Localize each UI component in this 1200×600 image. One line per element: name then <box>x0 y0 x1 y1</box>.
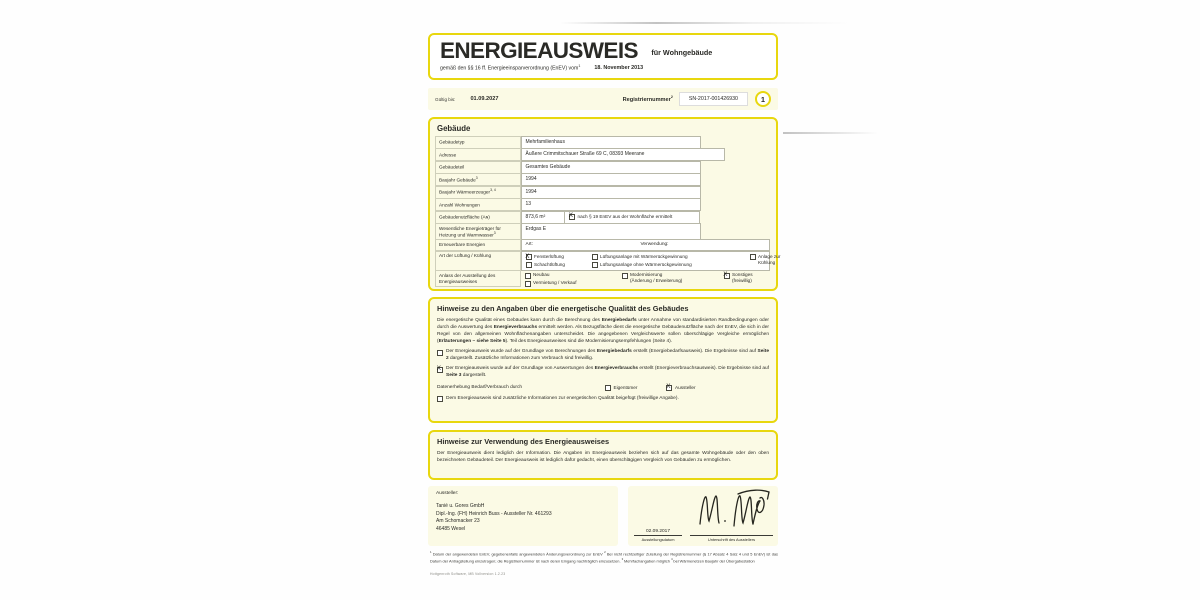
option-vermietung-verkauf: Vermietung / Verkauf <box>525 280 577 287</box>
row-value: Mehrfamilienhaus <box>521 136 701 149</box>
checkbox-icon <box>622 273 628 279</box>
row-value: 873,6 m² <box>521 211 565 224</box>
row-label: Baujahr Gebäude$^3$ <box>435 173 521 186</box>
signature-caption: Unterschrift des Ausstellers <box>707 537 756 542</box>
row-value: 1994 <box>521 173 701 186</box>
table-row-energy-source <box>435 223 771 240</box>
row-label: Adresse <box>435 148 521 161</box>
row-label: Baujahr Wärmeerzeuger$^{3, 4}$ <box>435 186 521 199</box>
data-collection-row <box>437 385 769 392</box>
option-eigentuemer: Eigentümer <box>605 385 637 392</box>
usage-notes-title: Hinweise zur Verwendung des Energieausweises <box>437 437 610 446</box>
row-value: 13 <box>521 198 701 211</box>
option-anlage-kuehlung: Anlage zur Kühlung <box>750 254 781 266</box>
registry-number-value: SN-2017-001426930 <box>679 92 748 106</box>
table-row-renewables <box>435 239 771 251</box>
valid-until-date: 01.09.2027 <box>470 96 499 102</box>
option-aussteller: X Aussteller <box>666 383 696 391</box>
row-label: Gebäudetyp <box>435 136 521 149</box>
ventilation-cell <box>521 251 781 271</box>
footnotes: $^1$ Datum der angewendeten EnEV, gegebenenfalls angewendeten Änderungsverordnung zur EnEV $^2$ Bei nicht rechtzeitiger Zuteilung der Registriernummer (§ 17 Absatz 4 Satz 4 und 5 EnEV) ist das Datum der Antragstellung einzutragen; die Registriernummer ist nach deren Eingang nachträglich einzusetzen. $^3$ Mehrfachangaben möglich $^4$ bei Wärmenetzen Baujahr der Übergabestation <box>430 550 778 564</box>
scan-artifact <box>560 22 850 24</box>
issuer-city: 46485 Wesel <box>436 525 466 532</box>
issuer-person: Dipl.-Ing. (FH) Heinrich Buss - Aussteller Nr. 461293 <box>436 510 552 517</box>
table-row-occasion <box>435 270 771 287</box>
issuer-address <box>436 503 610 533</box>
row-value: Erdgas E <box>521 223 701 240</box>
checkbox-icon: X <box>437 367 443 373</box>
table-row-heater-year <box>435 186 771 199</box>
usage-notes-section <box>428 430 778 480</box>
row-value: Äußere Crimmitschauer Straße 69 C, 08393 Meerane <box>521 148 725 161</box>
row-label: Gebäudeteil <box>435 161 521 174</box>
table-row-usable-area <box>435 211 771 224</box>
table-row-building-type <box>435 136 771 149</box>
option-sonstiges: X Sonstiges (freiwillig) <box>723 271 753 284</box>
option-fensterlueftung: X Fensterlüftung <box>525 252 564 260</box>
option-lueftung-mit-wrg: Lüftungsanlage mit Wärmerückgewinnung <box>592 254 692 261</box>
software-credit: Hottgenroth Software, MB Vollversion 1.2.23 <box>430 572 506 576</box>
occasion-cell <box>521 270 770 287</box>
row-label: Wesentliche Energieträger für Heizung und Warmwasser$^3$ <box>435 223 521 240</box>
issuer-street: Am Schomacker 23 <box>436 518 480 524</box>
checkbox-icon <box>592 254 598 260</box>
registry-number-label: Registriernummer$^2$ <box>622 95 673 103</box>
row-label: Anzahl Wohnungen <box>435 198 521 211</box>
checkbox-icon <box>750 254 756 260</box>
renewables-use-label: Verwendung: <box>640 242 669 248</box>
row-label: Gebäudenutzfläche (Aɴ) <box>435 211 521 224</box>
signature-area <box>690 535 773 543</box>
option-modernisierung: Modernisierung (Änderung / Erweiterung) <box>622 272 683 284</box>
law-date: 18. November 2013 <box>594 65 644 72</box>
checkbox-icon: X <box>526 254 532 260</box>
checkbox-icon <box>605 385 611 391</box>
issue-date-area <box>634 529 682 543</box>
checkbox-icon <box>525 281 531 287</box>
table-row-ventilation <box>435 251 781 271</box>
scan-artifact <box>783 132 878 134</box>
checkbox-icon <box>437 396 443 402</box>
valid-until-label: Gültig bis: <box>435 96 456 102</box>
checkbox-icon: X <box>724 273 730 279</box>
data-collection-label: Datenerhebung Bedarf/Verbrauch durch <box>437 385 523 391</box>
table-row-construction-year <box>435 173 771 186</box>
building-section <box>428 117 781 291</box>
signature-line <box>690 535 773 536</box>
quality-notes-intro: Die energetische Qualität eines Gebäudes kann durch die Berechnung des Energiebedarfs unter Annahme von standardisierten Randbedingungen oder durch die Auswertung des Energieverbrauchs ermittelt werden. Als Bezugsfläche dient die energetische Gebäudenutzfläche nach der EnEV, die sich in der Regel von den allgemeinen Wohnflächenangaben unterscheidet. Die angegebenen Vergleichswerte sollen überschlägige Vergleiche ermöglichen (Erläuterungen – siehe Seite 5). Teil des Energieausweises sind die Modernisierungsempfehlungen (Seite 4). <box>437 317 769 345</box>
option-lueftung-ohne-wrg: Lüftungsanlage ohne Wärmerückgewinnung <box>592 262 692 269</box>
renewables-art-label: Art: <box>525 242 533 248</box>
signature-block <box>628 486 778 546</box>
option-schachtlueftung: Schachtlüftung <box>526 262 566 269</box>
signature <box>694 487 772 531</box>
renewables-cell <box>521 239 770 251</box>
issuer-company: Tanié u. Gores GmbH <box>436 503 485 509</box>
checkbox-icon <box>526 262 532 268</box>
row-label: Erneuerbare Energien <box>435 239 521 251</box>
issuer-block <box>428 486 618 546</box>
quality-notes-section <box>428 297 778 423</box>
issue-date-caption: Ausstellungsdatum <box>641 537 675 542</box>
extra-info-option: Dem Energieausweis sind zusätzliche Informationen zur energetischen Qualität beigefügt (freiwillige Angabe). <box>437 396 769 403</box>
validity-bar <box>428 88 778 110</box>
row-label: Art der Lüftung / Kühlung <box>435 251 521 271</box>
quality-notes-title: Hinweise zu den Angaben über die energetische Qualität des Gebäudes <box>437 304 689 313</box>
row-label: Anlass der Ausstellung des Energieausweises <box>435 270 521 287</box>
checkbox-icon <box>592 262 598 268</box>
issue-date: 02.09.2017 <box>645 528 670 534</box>
table-row-building-part <box>435 161 771 174</box>
issuer-label: Aussteller: <box>436 491 459 496</box>
checkbox-icon: X <box>569 214 575 220</box>
law-reference: gemäß den §§ 16 ff. Energieeinsparverordnung (EnEV) vom$^1$ <box>440 63 581 72</box>
date-line <box>634 535 682 536</box>
checkbox-icon <box>437 350 443 356</box>
row-value: 1994 <box>521 186 701 199</box>
page-number-badge: 1 <box>755 91 771 107</box>
bedarfsausweis-option: Der Energieausweis wurde auf der Grundlage von Berechnungen des Energiebedarfs erstellt (Energiebedarfsausweis). Die Ergebnisse sind auf Seite 2 dargestellt. Zusätzliche Informationen zum Verbrauch sind freiwillig. <box>437 349 769 363</box>
certificate-subtitle: für Wohngebäude <box>651 47 713 57</box>
row-value: Gesamtes Gebäude <box>521 161 701 174</box>
area-method-cell: X nach § 19 EnEV aus der Wohnfläche ermittelt <box>564 211 700 224</box>
checkbox-icon: X <box>666 385 672 391</box>
table-row-address <box>435 148 771 161</box>
option-neubau: Neubau <box>525 272 577 279</box>
building-section-title: Gebäude <box>437 124 471 133</box>
table-row-apartments <box>435 198 771 211</box>
checkbox-icon <box>525 273 531 279</box>
verbrauchsausweis-option: X Der Energieausweis wurde auf der Grundlage von Auswertungen des Energieverbrauchs erstellt (Energieverbrauchsausweis). Die Ergebnisse sind auf Seite 3 dargestellt. <box>436 365 769 379</box>
certificate-title: ENERGIEAUSWEIS <box>440 38 638 63</box>
usage-notes-text: Der Energieausweis dient lediglich der Information. Die Angaben im Energieausweis beziehen sich auf das gesamte Wohngebäude oder den oben bezeichneten Gebäudeteil. Der Energieausweis ist lediglich dafür gedacht, einen überschlägigen Vergleich von Gebäuden zu ermöglichen. <box>437 450 769 463</box>
certificate-header <box>428 33 778 80</box>
